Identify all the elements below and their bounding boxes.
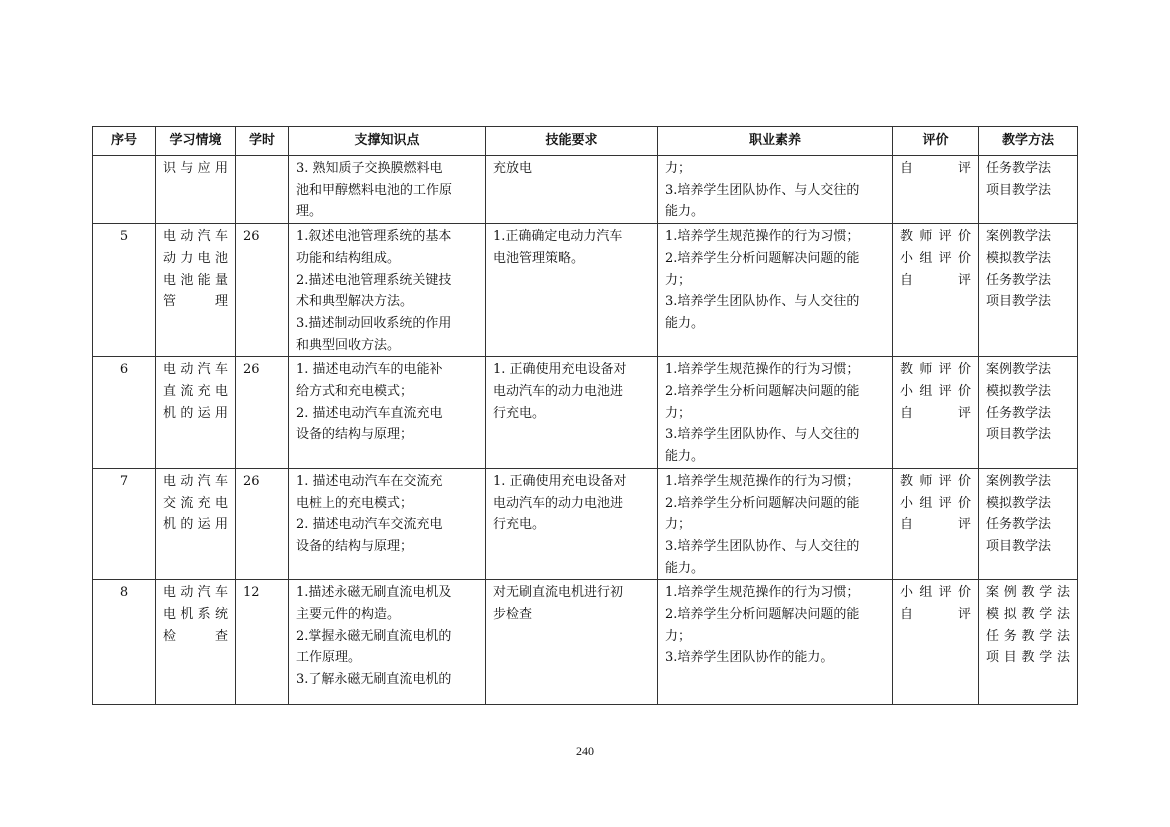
column-header-professional-quality: 职业素养 [658,127,893,156]
cell-serial: 7 [93,468,156,580]
cell-text-line: 1. 正确使用充电设备对 [493,362,627,378]
cell-skill-requirements [486,156,658,224]
table-row [93,156,1078,224]
cell-text-line: 模拟教学法 [986,607,1070,623]
cell-text-line: 小组评价 [900,250,971,266]
cell-evaluation [893,580,979,705]
cell-hours [236,156,289,224]
cell-text-line: 3.培养学生团队协作的能力。 [665,650,834,666]
cell-teaching-methods [979,580,1078,705]
cell-text-line: 机的运用 [163,405,228,421]
cell-text-line: 充放电 [493,161,533,176]
cell-text-line: 1.描述永磁无刷直流电机及 [296,585,452,601]
cell-text-line: 直流充电 [163,384,228,400]
cell-knowledge-points [289,468,486,580]
cell-text-line: 模拟教学法 [986,384,1052,400]
cell-hours: 26 [236,224,289,357]
table-row [93,580,1078,705]
cell-text-line: 2.培养学生分析问题解决问题的能 [665,384,860,400]
cell-text-line: 电动汽车的动力电池进 [493,384,624,400]
cell-text-line: 对无刷直流电机进行初 [493,585,624,601]
cell-text-line: 电动汽车的动力电池进 [493,495,624,511]
cell-text-line: 2.培养学生分析问题解决问题的能 [665,495,860,511]
cell-text-line: 项目教学法 [986,427,1052,443]
cell-skill-requirements [486,357,658,469]
cell-text-line: 自评 [900,517,971,533]
cell-text-line: 案例教学法 [986,473,1052,489]
cell-knowledge-points [289,156,486,224]
cell-text-line: 3.培养学生团队协作、与人交往的 [665,182,860,198]
table-header-row [93,127,1078,156]
cell-text-line: 1.正确确定电动力汽车 [493,229,623,245]
cell-text-line: 1.培养学生规范操作的行为习惯； [665,473,860,489]
cell-text-line: 项目教学法 [986,650,1070,666]
cell-text-line: 电池能量 [163,272,228,288]
cell-text-line: 案例教学法 [986,362,1052,378]
cell-text-line: 设备的结构与原理； [296,427,414,443]
cell-text-line: 管理 [163,294,228,310]
cell-text-line: 3.了解永磁无刷直流电机的 [296,672,452,688]
cell-text-line: 电桩上的充电模式； [296,495,414,511]
cell-text-line: 给方式和充电模式； [296,384,414,400]
cell-evaluation [893,224,979,357]
cell-text-line: 自评 [900,607,971,623]
cell-learning-situation [156,357,236,469]
column-header-serial: 序号 [93,127,156,156]
cell-text-line: 项目教学法 [986,538,1052,554]
cell-professional-quality [658,224,893,357]
cell-text-line: 小组评价 [900,585,971,601]
cell-text-line: 和典型回收方法。 [296,337,401,353]
cell-text-line: 电池管理策略。 [493,250,585,266]
cell-teaching-methods [979,156,1078,224]
cell-text-line: 2.描述电池管理系统关键技 [296,272,452,288]
cell-text-line: 模拟教学法 [986,250,1052,266]
cell-text-line: 设备的结构与原理； [296,538,414,554]
cell-text-line: 任务教学法 [986,628,1070,644]
cell-text-line: 自评 [900,272,971,288]
cell-text-line: 行充电。 [493,517,546,533]
table-row [93,357,1078,469]
cell-professional-quality [658,580,893,705]
cell-text-line: 2.掌握永磁无刷直流电机的 [296,628,452,644]
cell-text-line: 1.培养学生规范操作的行为习惯； [665,585,860,601]
column-header-teaching-methods: 教学方法 [979,127,1078,156]
cell-text-line: 能力。 [665,560,705,576]
cell-knowledge-points [289,580,486,705]
cell-text-line: 3.培养学生团队协作、与人交往的 [665,427,860,443]
cell-learning-situation [156,468,236,580]
cell-text-line: 2. 描述电动汽车交流充电 [296,517,443,533]
cell-text-line: 功能和结构组成。 [296,250,401,266]
cell-text-line: 小组评价 [900,495,971,511]
column-header-learning-situation: 学习情境 [156,127,236,156]
cell-teaching-methods [979,357,1078,469]
cell-text-line: 工作原理。 [296,650,362,666]
cell-text-line: 任务教学法 [986,272,1052,288]
cell-text-line: 教师评价 [900,473,971,489]
column-header-skill-requirements: 技能要求 [486,127,658,156]
curriculum-table [92,126,1078,705]
cell-text-line: 池和甲醇燃料电池的工作原 [296,182,453,198]
cell-text-line: 3.培养学生团队协作、与人交往的 [665,538,860,554]
cell-hours: 26 [236,357,289,469]
cell-hours: 26 [236,468,289,580]
page-number: 240 [576,744,594,758]
cell-learning-situation [156,580,236,705]
cell-skill-requirements [486,580,658,705]
cell-skill-requirements [486,224,658,357]
cell-text-line: 1.培养学生规范操作的行为习惯； [665,362,860,378]
column-header-knowledge-points: 支撑知识点 [289,127,486,156]
cell-knowledge-points [289,224,486,357]
cell-text-line: 行充电。 [493,405,546,421]
cell-text-line: 电动汽车 [163,585,228,601]
cell-text-line: 自评 [900,405,971,421]
cell-text-line: 任务教学法 [986,405,1052,421]
cell-professional-quality [658,468,893,580]
cell-text-line: 力； [665,517,692,533]
cell-text-line: 3.描述制动回收系统的作用 [296,315,452,331]
cell-text-line: 项目教学法 [986,182,1052,198]
cell-text-line: 教师评价 [900,229,971,245]
cell-text-line: 理。 [296,204,323,220]
cell-teaching-methods [979,224,1078,357]
cell-text-line: 力； [665,272,692,288]
cell-serial: 5 [93,224,156,357]
cell-text-line: 小组评价 [900,384,971,400]
cell-evaluation [893,357,979,469]
cell-text-line: 检查 [163,628,228,644]
cell-learning-situation [156,224,236,357]
cell-serial [93,156,156,224]
cell-text-line: 力； [665,628,692,644]
cell-text-line: 2. 描述电动汽车直流充电 [296,405,443,421]
cell-text-line: 力； [665,405,692,421]
cell-text-line: 电动汽车 [163,229,228,245]
cell-text-line: 案例教学法 [986,585,1070,601]
cell-text-line: 机的运用 [163,517,228,533]
cell-text-line: 1. 描述电动汽车的电能补 [296,362,443,378]
cell-knowledge-points [289,357,486,469]
cell-text-line: 能力。 [665,449,705,465]
cell-text-line: 自评 [900,161,971,176]
cell-teaching-methods [979,468,1078,580]
cell-hours: 12 [236,580,289,705]
cell-text-line: 能力。 [665,204,705,220]
cell-text-line: 力； [665,161,692,176]
cell-text-line: 2.培养学生分析问题解决问题的能 [665,607,860,623]
table-row [93,468,1078,580]
cell-serial: 8 [93,580,156,705]
cell-evaluation [893,468,979,580]
cell-text-line: 模拟教学法 [986,495,1052,511]
cell-text-line: 电动汽车 [163,362,228,378]
cell-serial: 6 [93,357,156,469]
cell-text-line: 动力电池 [163,250,228,266]
table-row [93,224,1078,357]
cell-text-line: 项目教学法 [986,294,1052,310]
cell-text-line: 电动汽车 [163,473,228,489]
cell-text-line: 3. 熟知质子交换膜燃料电 [296,161,443,176]
cell-learning-situation [156,156,236,224]
cell-text-line: 1.培养学生规范操作的行为习惯； [665,229,860,245]
cell-text-line: 主要元件的构造。 [296,607,401,623]
cell-text-line: 步检查 [493,607,533,623]
cell-text-line: 任务教学法 [986,161,1052,176]
cell-text-line: 任务教学法 [986,517,1052,533]
cell-text-line: 1.叙述电池管理系统的基本 [296,229,452,245]
cell-professional-quality [658,357,893,469]
cell-text-line: 交流充电 [163,495,228,511]
column-header-hours: 学时 [236,127,289,156]
cell-text-line: 能力。 [665,315,705,331]
cell-text-line: 电机系统 [163,607,228,623]
cell-text-line: 术和典型解决方法。 [296,294,414,310]
cell-text-line: 2.培养学生分析问题解决问题的能 [665,250,860,266]
cell-evaluation [893,156,979,224]
cell-text-line: 1. 正确使用充电设备对 [493,473,627,489]
cell-text-line: 教师评价 [900,362,971,378]
cell-text-line: 1. 描述电动汽车在交流充 [296,473,443,489]
cell-text-line: 案例教学法 [986,229,1052,245]
column-header-evaluation: 评价 [893,127,979,156]
cell-skill-requirements [486,468,658,580]
cell-text-line: 3.培养学生团队协作、与人交往的 [665,294,860,310]
cell-text-line: 识与应用 [163,161,228,176]
cell-professional-quality [658,156,893,224]
